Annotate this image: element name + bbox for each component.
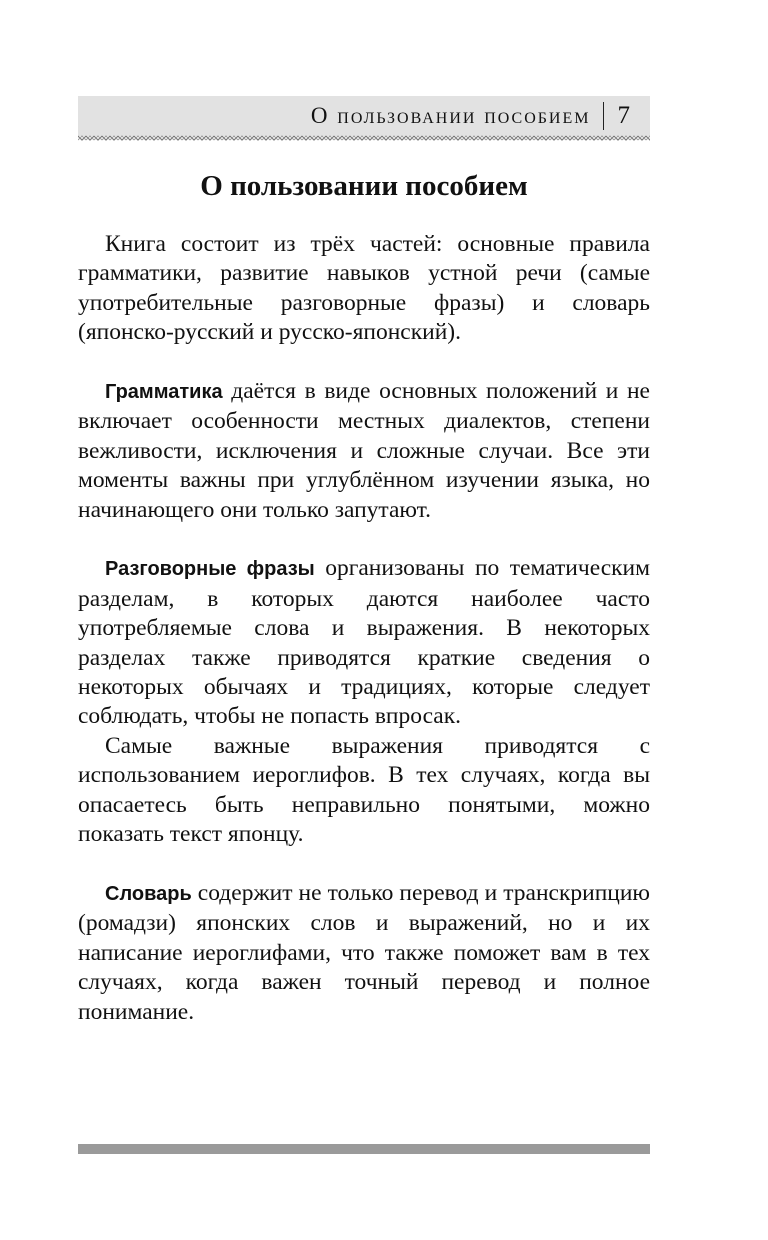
paragraph-text: Самые важные выражения приводятся с использованием иероглифов. В тех случаях, когда вы опасаетесь быть неправильно понятыми, можно показать текст японцу. bbox=[78, 732, 650, 848]
paragraph-text: Книга состоит из трёх частей: основные правила грамматики, развитие навыков устной речи (самые употребительные разговорные фразы) и словарь (японско-русский и русско-японский). bbox=[78, 231, 650, 346]
running-title: О пользовании пособием bbox=[310, 103, 591, 128]
running-header-content bbox=[311, 102, 630, 130]
paragraph-grammar bbox=[78, 377, 650, 525]
running-header bbox=[78, 96, 650, 136]
term-grammar: Грамматика bbox=[105, 381, 223, 404]
page-title: О пользовании пособием bbox=[200, 170, 528, 202]
term-phrases: Разговорные фразы bbox=[105, 558, 315, 581]
footer-rule bbox=[78, 1144, 650, 1154]
paragraph-hieroglyphs bbox=[78, 732, 650, 850]
body-text bbox=[78, 230, 650, 1027]
paragraph-intro bbox=[78, 230, 650, 348]
page-number: 7 bbox=[617, 102, 630, 129]
paragraph-dictionary bbox=[78, 879, 650, 1027]
paragraph-phrases bbox=[78, 554, 650, 731]
paragraph-text: организованы по тематическим разделам, в которых даются наиболее часто употребляемые слова и выражения. В некоторых разделах также приводятся краткие сведения о некоторых обычаях и традициях, которые следует соблюдать, чтобы не попасть впросак. bbox=[78, 555, 650, 730]
paragraph-text: даётся в виде основных положений и не включает особенности местных диалектов, степени вежливости, исключения и сложные случаи. Все эти моменты важны при углублённом изучении языка, но начинающего они только запутают. bbox=[78, 378, 650, 523]
header-separator bbox=[603, 102, 604, 130]
term-dictionary: Словарь bbox=[105, 882, 192, 905]
paragraph-text: содержит не только перевод и транскрипцию (ромадзи) японских слов и выражений, но и их написание иероглифами, что также поможет вам в тех случаях, когда важен точный перевод и полное понимание. bbox=[78, 879, 650, 1025]
decorative-zigzag-border bbox=[78, 134, 650, 142]
